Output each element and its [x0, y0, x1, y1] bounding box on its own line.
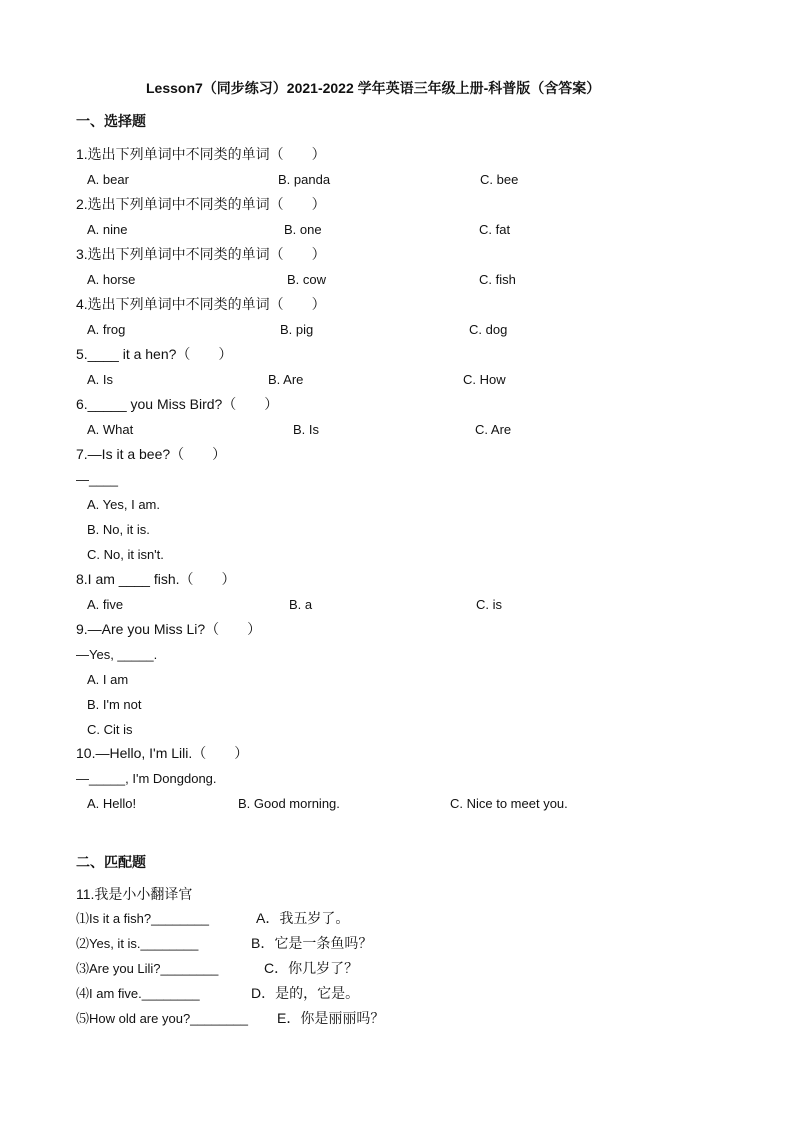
- match-right-a[interactable]: A．我五岁了。: [256, 910, 350, 926]
- question-6-option-b[interactable]: B. Is: [293, 422, 320, 437]
- question-8-stem: 8.I am ____ fish.（ ）: [76, 571, 236, 587]
- question-4-option-c[interactable]: C. dog: [469, 322, 508, 337]
- question-3-option-c[interactable]: C. fish: [479, 272, 516, 287]
- question-9-answer-blank: —Yes, _____.: [76, 647, 158, 662]
- question-2-stem: 2.选出下列单词中不同类的单词（ ）: [76, 196, 326, 212]
- question-9-stem: 9.—Are you Miss Li?（ ）: [76, 621, 262, 637]
- question-1-stem: 1.选出下列单词中不同类的单词（ ）: [76, 146, 326, 162]
- question-7-stem: 7.—Is it a bee?（ ）: [76, 446, 227, 462]
- question-6-option-c[interactable]: C. Are: [475, 422, 512, 437]
- question-6-option-a[interactable]: A. What: [87, 422, 134, 437]
- question-7-option-b[interactable]: B. No, it is.: [87, 522, 150, 537]
- question-8-option-a[interactable]: A. five: [87, 597, 124, 612]
- question-10-option-b[interactable]: B. Good morning.: [238, 796, 340, 811]
- question-1-option-a[interactable]: A. bear: [87, 172, 129, 187]
- match-right-e[interactable]: E．你是丽丽吗？: [277, 1010, 385, 1026]
- match-right-b[interactable]: B．它是一条鱼吗？: [251, 935, 373, 951]
- match-left-1[interactable]: ⑴Is it a fish?________: [76, 911, 209, 926]
- question-4-stem: 4.选出下列单词中不同类的单词（ ）: [76, 296, 326, 312]
- section-choice-heading: 一、选择题: [76, 113, 146, 129]
- question-2-option-c[interactable]: C. fat: [479, 222, 511, 237]
- match-left-3[interactable]: ⑶Are you Lili?________: [76, 961, 219, 976]
- question-7-option-a[interactable]: A. Yes, I am.: [87, 497, 160, 512]
- match-left-2[interactable]: ⑵Yes, it is.________: [76, 936, 199, 951]
- question-7-option-c[interactable]: C. No, it isn't.: [87, 547, 164, 562]
- question-10-answer-blank: —_____, I'm Dongdong.: [76, 771, 217, 786]
- question-10-stem: 10.—Hello, I'm Lili.（ ）: [76, 745, 249, 761]
- question-1-option-b[interactable]: B. panda: [278, 172, 331, 187]
- match-left-4[interactable]: ⑷I am five.________: [76, 986, 200, 1001]
- question-5-option-b[interactable]: B. Are: [268, 372, 304, 387]
- match-right-c[interactable]: C．你几岁了？: [264, 960, 359, 976]
- question-11-stem: 11.我是小小翻译官: [76, 886, 193, 902]
- question-4-option-a[interactable]: A. frog: [87, 322, 126, 337]
- question-6-stem: 6._____ you Miss Bird?（ ）: [76, 396, 279, 412]
- question-3-option-b[interactable]: B. cow: [287, 272, 327, 287]
- question-8-option-c[interactable]: C. is: [476, 597, 502, 612]
- question-4-option-b[interactable]: B. pig: [280, 322, 314, 337]
- match-right-d[interactable]: D．是的，它是。: [251, 985, 360, 1001]
- question-9-option-a[interactable]: A. I am: [87, 672, 129, 687]
- section-matching-heading: 二、匹配题: [76, 854, 146, 870]
- question-3-option-a[interactable]: A. horse: [87, 272, 136, 287]
- question-1-option-c[interactable]: C. bee: [480, 172, 519, 187]
- question-2-option-b[interactable]: B. one: [284, 222, 322, 237]
- question-10-option-a[interactable]: A. Hello!: [87, 796, 137, 811]
- question-9-option-c[interactable]: C. Cit is: [87, 722, 133, 737]
- question-7-answer-blank: —____: [76, 472, 118, 487]
- page-title: Lesson7（同步练习）2021-2022 学年英语三年级上册-科普版（含答案）: [146, 80, 601, 96]
- match-left-5[interactable]: ⑸How old are you?________: [76, 1011, 249, 1026]
- question-5-option-a[interactable]: A. Is: [87, 372, 114, 387]
- question-8-option-b[interactable]: B. a: [289, 597, 313, 612]
- question-9-option-b[interactable]: B. I'm not: [87, 697, 142, 712]
- question-5-stem: 5.____ it a hen?（ ）: [76, 346, 233, 362]
- question-3-stem: 3.选出下列单词中不同类的单词（ ）: [76, 246, 326, 262]
- question-2-option-a[interactable]: A. nine: [87, 222, 128, 237]
- question-10-option-c[interactable]: C. Nice to meet you.: [450, 796, 568, 811]
- question-5-option-c[interactable]: C. How: [463, 372, 506, 387]
